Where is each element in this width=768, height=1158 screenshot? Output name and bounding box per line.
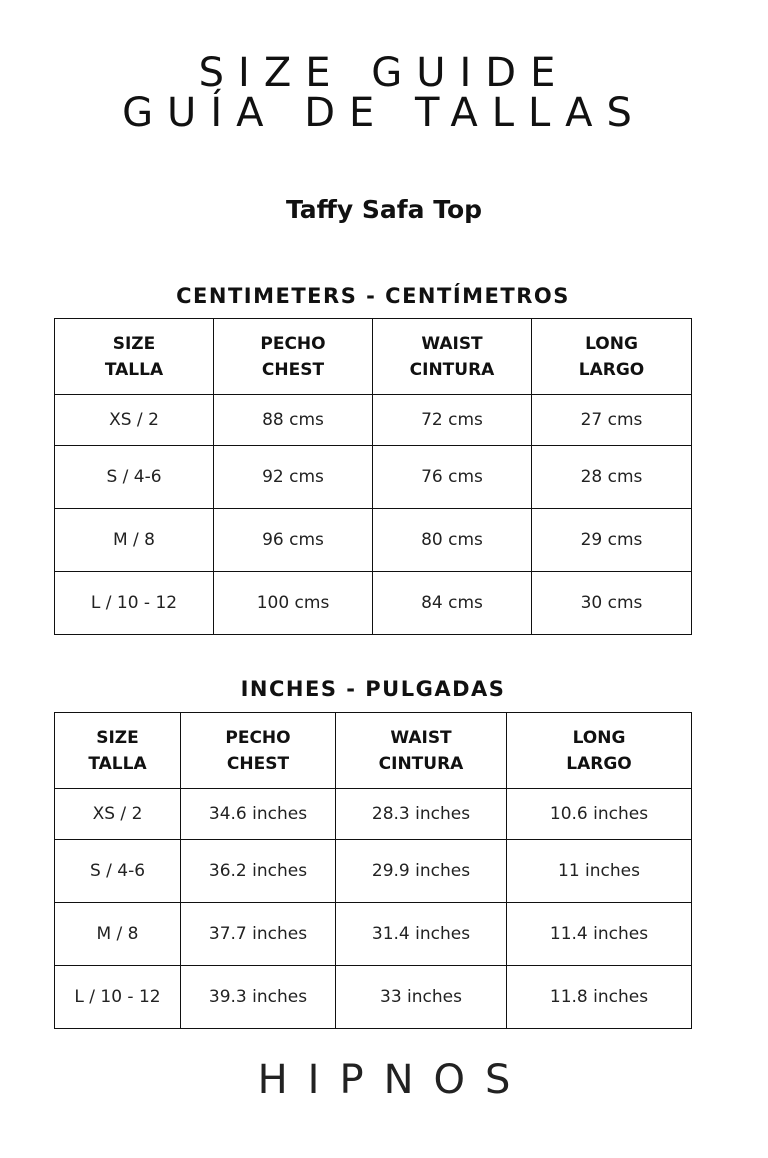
header-length: LONG LARGO [532, 319, 692, 395]
cell-chest: 100 cms [214, 572, 373, 635]
table-row [55, 509, 692, 572]
cell-length: 10.6 inches [507, 789, 692, 840]
cell-waist: 31.4 inches [336, 903, 507, 966]
cell-chest: 88 cms [214, 395, 373, 446]
cell-chest: 37.7 inches [181, 903, 336, 966]
cell-chest: 96 cms [214, 509, 373, 572]
header-chest: PECHO CHEST [214, 319, 373, 395]
table-row [55, 395, 692, 446]
cell-waist: 84 cms [373, 572, 532, 635]
page-title-spanish: GUÍA DE TALLAS [122, 90, 646, 136]
table-row [55, 446, 692, 509]
inches-section-title: INCHES - PULGADAS [240, 677, 506, 701]
table-row [55, 903, 692, 966]
cell-size: M / 8 [55, 903, 181, 966]
cell-length: 29 cms [532, 509, 692, 572]
header-chest: PECHO CHEST [181, 713, 336, 789]
cell-size: XS / 2 [55, 789, 181, 840]
table-row [55, 572, 692, 635]
table-row [55, 966, 692, 1029]
centimeters-section-title: CENTIMETERS - CENTÍMETROS [176, 284, 570, 308]
centimeters-size-table [54, 318, 692, 635]
cell-length: 27 cms [532, 395, 692, 446]
cell-waist: 72 cms [373, 395, 532, 446]
cell-length: 28 cms [532, 446, 692, 509]
cell-size: XS / 2 [55, 395, 214, 446]
cell-size: S / 4-6 [55, 840, 181, 903]
cell-size: L / 10 - 12 [55, 572, 214, 635]
cell-waist: 28.3 inches [336, 789, 507, 840]
inches-size-table [54, 712, 692, 1029]
cell-length: 30 cms [532, 572, 692, 635]
cell-waist: 33 inches [336, 966, 507, 1029]
cell-waist: 80 cms [373, 509, 532, 572]
cell-size: S / 4-6 [55, 446, 214, 509]
cell-chest: 92 cms [214, 446, 373, 509]
table-header-row [55, 319, 692, 395]
cell-length: 11 inches [507, 840, 692, 903]
cell-chest: 39.3 inches [181, 966, 336, 1029]
table-row [55, 789, 692, 840]
cell-size: L / 10 - 12 [55, 966, 181, 1029]
page-title: SIZE GUIDE [198, 50, 570, 96]
cell-chest: 36.2 inches [181, 840, 336, 903]
cell-length: 11.4 inches [507, 903, 692, 966]
header-waist: WAIST CINTURA [336, 713, 507, 789]
cell-length: 11.8 inches [507, 966, 692, 1029]
cell-chest: 34.6 inches [181, 789, 336, 840]
cell-size: M / 8 [55, 509, 214, 572]
header-size: SIZE TALLA [55, 319, 214, 395]
cell-waist: 76 cms [373, 446, 532, 509]
cell-waist: 29.9 inches [336, 840, 507, 903]
brand-logo: HIPNOS [257, 1057, 531, 1103]
table-row [55, 840, 692, 903]
header-size: SIZE TALLA [55, 713, 181, 789]
header-waist: WAIST CINTURA [373, 319, 532, 395]
table-header-row [55, 713, 692, 789]
product-name: Taffy Safa Top [285, 195, 483, 224]
header-length: LONG LARGO [507, 713, 692, 789]
